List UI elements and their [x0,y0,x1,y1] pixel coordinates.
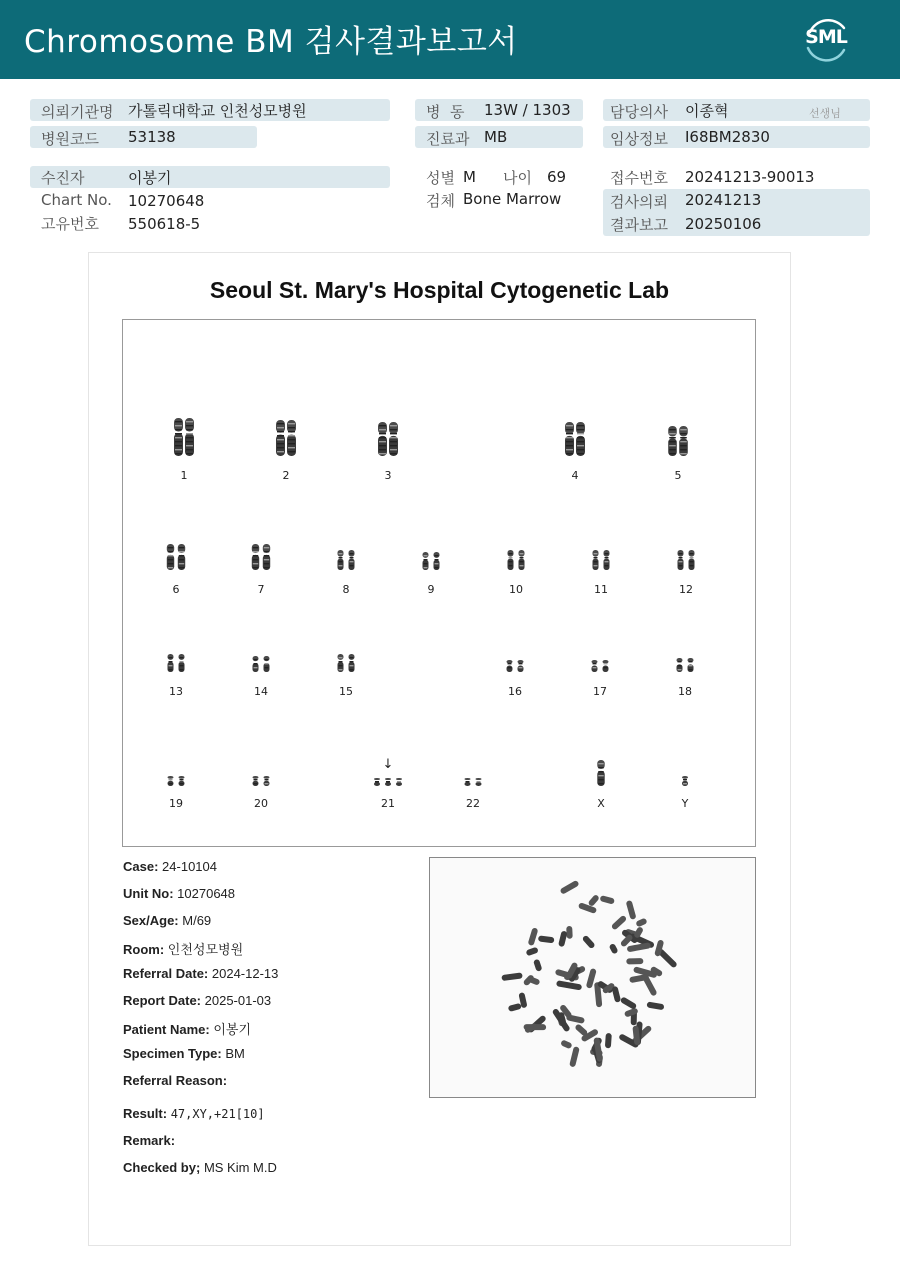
chromosome-14 [253,656,270,672]
metaphase-chromosome [533,959,542,972]
report-header [0,0,900,79]
report-date-value: 20250106 [685,215,762,233]
detail-case: Case: 24-10104 [123,859,217,874]
chromosome-16 [507,660,524,672]
age-label: 나이 [503,169,532,187]
metaphase-chromosome [582,935,596,950]
hospital-code-label: 병원코드 [41,130,99,148]
metaphase-chromosome [566,926,573,939]
doctor-suffix: 선생님 [809,107,841,120]
sex-label: 성별 [426,169,455,187]
chromosome-5 [668,426,688,456]
metaphase-chromosome [605,1033,612,1048]
chromosome-label-22: 22 [466,797,480,810]
chromosome-label-9: 9 [427,583,435,596]
metaphase-spread [430,858,755,1097]
metaphase-chromosome [566,1014,585,1024]
metaphase-image [429,857,756,1098]
chart-no-value: 10270648 [128,192,205,210]
report-date-label: 결과보고 [610,216,668,234]
metaphase-chromosome [611,986,621,1003]
metaphase-chromosome [508,1003,522,1012]
metaphase-chromosome [627,942,652,952]
chromosome-22 [465,778,482,786]
department-value: MB [484,128,508,146]
chromosome-label-6: 6 [172,583,180,596]
detail-checked-by: Checked by; MS Kim M.D [123,1160,277,1175]
chromosome-18 [677,658,694,672]
doctor-value: 이종혁 [685,102,729,120]
metaphase-chromosome [558,930,568,947]
clinical-info-value: I68BM2830 [685,128,770,146]
metaphase-chromosome [587,894,599,907]
detail-referral-reason: Referral Reason: [123,1073,228,1088]
patient-label: 수진자 [41,169,85,187]
chromosome-label-18: 18 [678,685,692,698]
institution-value: 가톨릭대학교 인천성모병원 [128,102,307,120]
chromosome-label-11: 11 [594,583,608,596]
metaphase-chromosome [620,996,638,1010]
chromosome-4 [565,422,585,456]
chromosome-3 [378,422,398,456]
metaphase-chromosome [556,980,582,990]
chromosome-label-13: 13 [169,685,183,698]
chromosome-label-20: 20 [254,797,268,810]
sml-logo [800,12,852,64]
chromosome-label-19: 19 [169,797,183,810]
chromosome-21 [374,778,402,786]
department-label: 진료과 [426,130,470,148]
chromosome-label-21: 21 [381,797,395,810]
chromosome-12 [678,550,695,570]
chromosome-19 [168,776,185,786]
detail-result: Result: 47,XY,+21[10] [123,1106,265,1121]
chromosome-label-8: 8 [342,583,350,596]
metaphase-chromosome [611,915,628,931]
chromosome-11 [593,550,610,570]
metaphase-chromosome [559,880,579,895]
chromosome-label-7: 7 [257,583,265,596]
karyogram [122,319,756,847]
chart-no-label: Chart No. [41,191,112,209]
request-date-label: 검사의뢰 [610,193,668,211]
unique-no-value: 550618-5 [128,215,201,233]
karyotype-report [88,252,791,1246]
metaphase-chromosome [609,943,619,955]
request-date-value: 20241213 [685,191,762,209]
chromosome-7 [252,544,270,570]
sex-value: M [463,168,476,186]
metaphase-chromosome [501,972,522,981]
chromosome-17 [592,660,609,672]
receipt-no-label: 접수번호 [610,169,668,187]
report-title: Seoul St. Mary's Hospital Cytogenetic Lab [209,277,670,303]
chromosome-1 [174,418,194,456]
unique-no-label: 고유번호 [41,215,99,233]
clinical-info-label: 임상정보 [610,130,668,148]
chromosome-6 [167,544,185,570]
patient-value: 이봉기 [128,169,172,187]
hospital-code-value: 53138 [128,128,176,146]
metaphase-chromosome [538,935,555,943]
chromosome-label-12: 12 [679,583,693,596]
specimen-value: Bone Marrow [463,190,562,208]
chromosome-label-4: 4 [571,469,579,482]
chromosome-10 [508,550,525,570]
ward-label: 병 동 [426,103,465,121]
metaphase-chromosome [560,1039,572,1049]
chromosome-label-1: 1 [180,469,188,482]
metaphase-chromosome [526,947,539,957]
logo-text: SML [805,26,847,48]
chromosome-x [597,760,604,786]
chromosome-label-x: X [597,797,605,810]
chromosome-8 [338,550,355,570]
chromosome-15 [338,654,355,672]
institution-label: 의뢰기관명 [41,103,114,121]
doctor-label: 담당의사 [610,103,668,121]
chromosome-2 [276,420,296,456]
detail-remark: Remark: [123,1133,176,1148]
page-title: Chromosome BM 검사결과보고서 [24,24,518,60]
chromosome-label-10: 10 [509,583,523,596]
detail-specimen-type: Specimen Type: BM [123,1046,245,1061]
detail-sex-age: Sex/Age: M/69 [123,913,212,928]
chromosome-9 [423,552,440,570]
metaphase-chromosome [646,1001,664,1010]
trisomy-arrow-icon: ↓ [382,757,394,772]
detail-report-date: Report Date: 2025-01-03 [123,993,272,1008]
chromosome-label-2: 2 [282,469,290,482]
specimen-label: 검체 [426,192,455,210]
chromosome-label-3: 3 [384,469,392,482]
detail-referral-date: Referral Date: 2024-12-13 [123,966,279,981]
chromosome-label-16: 16 [508,685,522,698]
chromosome-label-17: 17 [593,685,607,698]
chromosome-label-15: 15 [339,685,353,698]
metaphase-chromosome [635,918,647,928]
metaphase-chromosome [626,900,637,920]
metaphase-chromosome [569,1046,580,1067]
ward-value: 13W / 1303 [484,101,571,119]
chromosome-label-5: 5 [674,469,682,482]
metaphase-chromosome [626,958,643,964]
chromosome-label-y: Y [681,797,689,810]
metaphase-chromosome [528,927,539,946]
chromosome-13 [168,654,185,672]
metaphase-chromosome [599,895,614,905]
chromosome-label-14: 14 [254,685,268,698]
receipt-no-value: 20241213-90013 [685,168,815,186]
karyogram-chromosomes [123,320,755,846]
detail-patient-name: Patient Name: 이봉기 [123,1022,252,1037]
chromosome-y [682,776,688,786]
detail-unit-no: Unit No: 10270648 [123,886,236,901]
age-value: 69 [547,168,567,186]
detail-room: Room: 인천성모병원 [123,942,244,957]
chromosome-20 [253,776,270,786]
